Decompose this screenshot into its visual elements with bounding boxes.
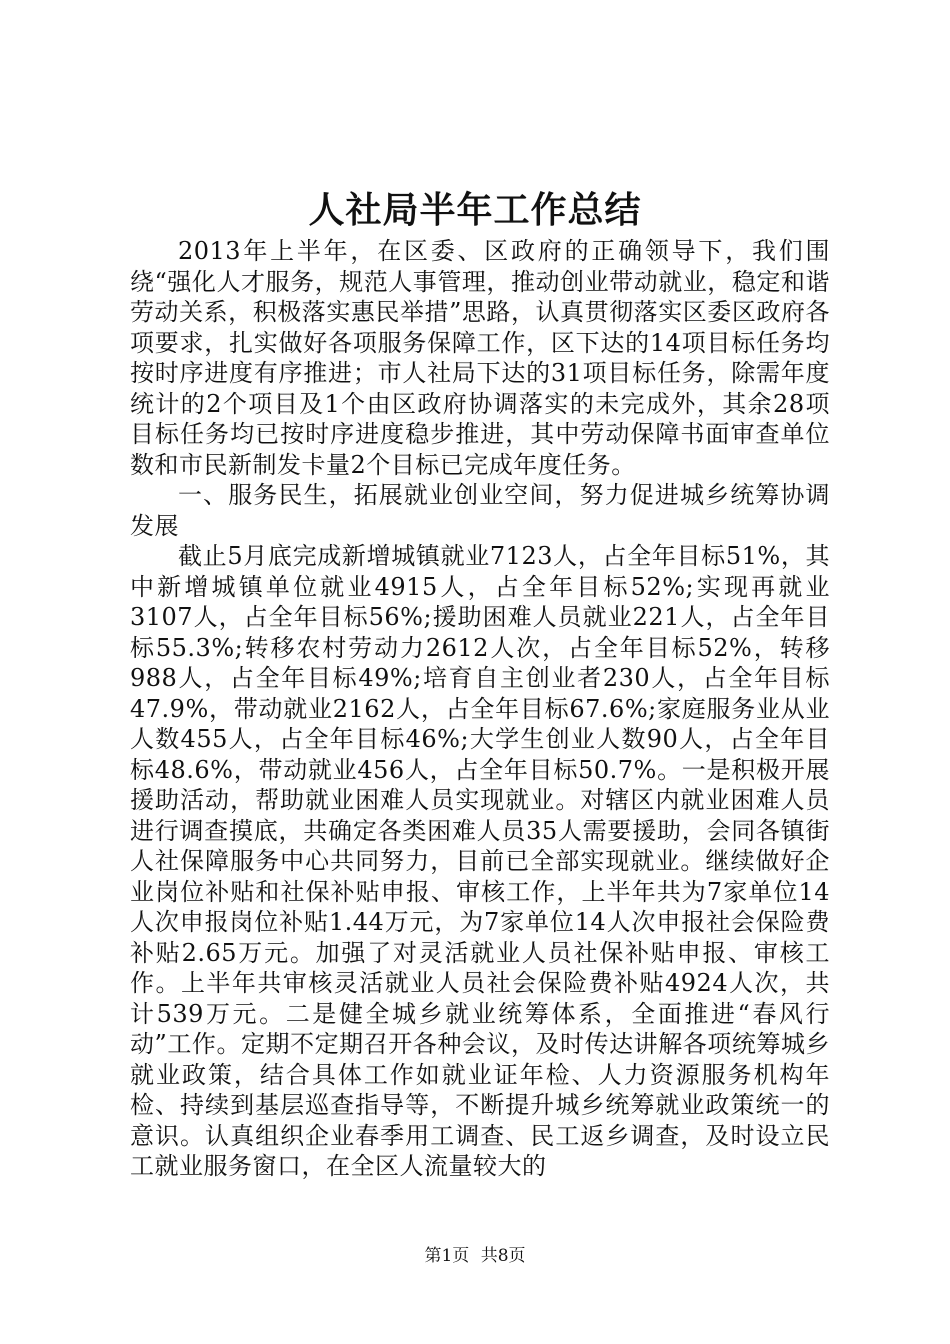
document-title: 人社局半年工作总结 (308, 189, 642, 231)
document-body (130, 236, 830, 1182)
paragraph-employment: 截止5月底完成新增城镇就业7123人，占全年目标51%，其中新增城镇单位就业4915人，占全年目标52%;实现再就业3107人，占全年目标56%;援助困难人员就业221人，占全年目标55.3%;转移农村劳动力2612人次，占全年目标52%，转移988人，占全年目标49%;培育自主创业者230人，占全年目标47.9%，带动就业2162人，占全年目标67.6%;家庭服务业从业人数455人，占全年目标46%;大学生创业人数90人，占全年目标48.6%，带动就业456人，占全年目标50.7%。一是积极开展援助活动，帮助就业困难人员实现就业。对辖区内就业困难人员进行调查摸底，共确定各类困难人员35人需要援助，会同各镇街人社保障服务中心共同努力，目前已全部实现就业。继续做好企业岗位补贴和社保补贴申报、审核工作，上半年共为7家单位14人次申报岗位补贴1.44万元，为7家单位14人次申报社会保险费补贴2.65万元。加强了对灵活就业人员社保补贴申报、审核工作。上半年共审核灵活就业人员社会保险费补贴4924人次，共计539万元。二是健全城乡就业统筹体系，全面推进“春风行动”工作。定期不定期召开各种会议，及时传达讲解各项统筹城乡就业政策，结合具体工作如就业证年检、人力资源服务机构年检、持续到基层巡查指导等，不断提升城乡统筹就业政策统一的意识。认真组织企业春季用工调查、民工返乡调查，及时设立民工就业服务窗口，在全区人流量较大的 (130, 542, 830, 1180)
section-heading-1: 一、服务民生，拓展就业创业空间，努力促进城乡统筹协调发展 (130, 481, 830, 540)
page-number-current: 第1页 (424, 1246, 470, 1266)
page-number-total: 共8页 (480, 1246, 526, 1266)
page-footer (0, 1245, 950, 1267)
paragraph-intro: 2013年上半年，在区委、区政府的正确领导下，我们围绕“强化人才服务，规范人事管理，推动创业带动就业，稳定和谐劳动关系，积极落实惠民举措”思路，认真贯彻落实区委区政府各项要求，扎实做好各项服务保障工作，区下达的14项目标任务均按时序进度有序推进；市人社局下达的31项目标任务，除需年度统计的2个项目及1个由区政府协调落实的未完成外，其余28项目标任务均已按时序进度稳步推进，其中劳动保障书面审查单位数和市民新制发卡量2个目标已完成年度任务。 (130, 237, 830, 479)
